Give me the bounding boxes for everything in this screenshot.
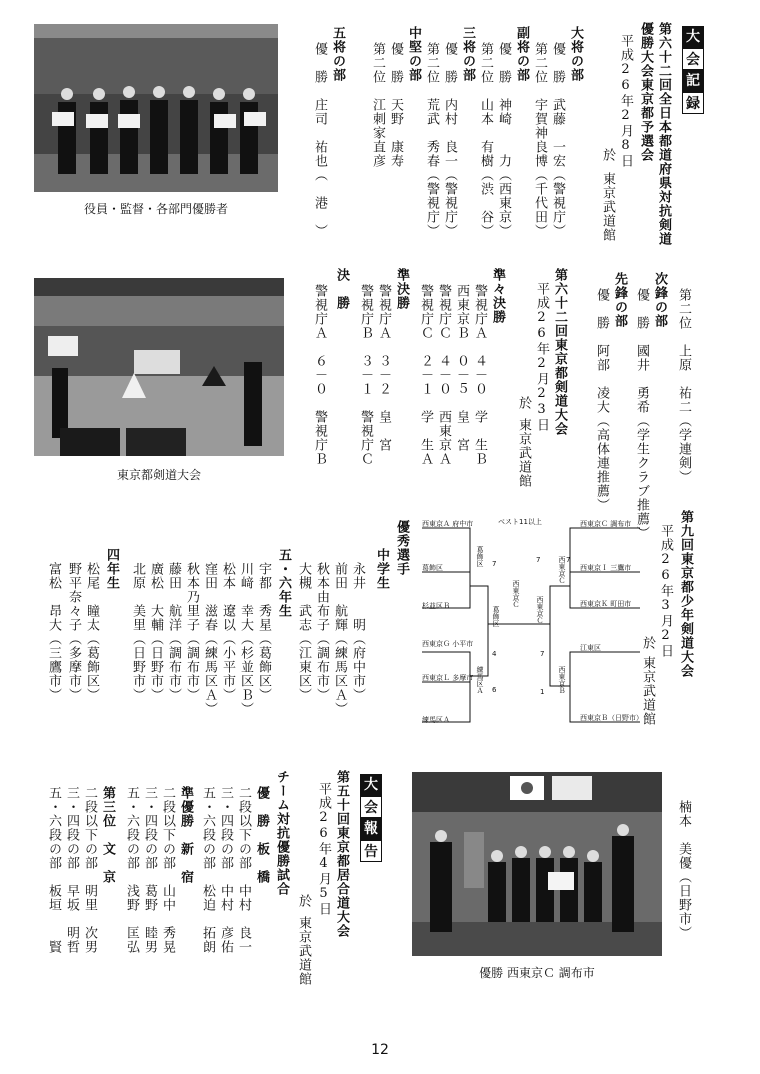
sec3-line: 北原 美里（日野市） xyxy=(130,562,145,702)
sec2-date: 平成26年2月23日 xyxy=(534,282,549,432)
sec3-line: 廣松 大輔（日野市） xyxy=(148,562,163,702)
sec2-line: 警視庁Ａ ６－０ 警視庁Ｂ xyxy=(312,284,327,466)
sec1-venue-prefix: 於 xyxy=(600,148,615,162)
sec4-line: 五・六段の部 浅野 匡弘 xyxy=(124,786,139,954)
bracket-right-team: 西東京Ｉ 三鷹市 xyxy=(580,564,632,572)
bracket-lines xyxy=(420,516,642,736)
sec1b-line: 優 勝 國井 勇希（学生クラブ推薦） xyxy=(634,288,649,540)
bracket-right-team: 西東京Ｃ 調布市 xyxy=(580,520,632,528)
sec2-line: 警視庁Ａ ４－０ 学 生Ｂ xyxy=(472,284,487,466)
sec1-line: 第二位 山本 有樹（渋 谷） xyxy=(478,42,493,238)
sec1-title: 第六十二回全日本都道府県対抗剣道 xyxy=(656,22,671,246)
sec1-line: 三将の部 xyxy=(460,26,475,82)
bracket-score: 7 xyxy=(492,560,497,568)
sec1-line: 第二位 江刺家直彦 xyxy=(370,42,385,168)
bracket-score: 7 xyxy=(536,556,541,564)
sec2-line: 西東京Ｂ ０－５ 皇 宮 xyxy=(454,284,469,452)
sec2-venue-prefix: 於 xyxy=(516,396,531,410)
bracket-left-team: 西東京Ｇ 小平市 xyxy=(422,640,474,648)
sec1b-line: 第二位 上原 祐二（学連剣） xyxy=(676,288,691,484)
sec1-line: 副将の部 xyxy=(514,26,529,82)
tournament-photo-caption: 東京都剣道大会 xyxy=(116,468,201,482)
bracket-score: 4 xyxy=(492,650,497,658)
bracket-mid-label: 練馬区Ａ xyxy=(476,666,484,694)
sec3-line: 窪田 滋春（練馬区Ａ） xyxy=(202,562,217,716)
bracket-score: 7 xyxy=(566,556,571,564)
sec1-subtitle: 優勝大会東京都予選会 xyxy=(638,22,653,162)
bracket-heading: ベスト11以上 xyxy=(498,518,542,526)
bracket-score: 1 xyxy=(540,688,545,696)
sec2-line: 準決勝 xyxy=(394,268,409,310)
sec3-line: 藤田 航洋（調布市） xyxy=(166,562,181,702)
sec3-line: 秋本由布子（調布市） xyxy=(314,562,329,702)
sec1-line: 優 勝 内村 良一（警視庁） xyxy=(442,42,457,238)
sec3-date: 平成26年3月2日 xyxy=(658,524,673,658)
page-number: 12 xyxy=(371,1042,389,1058)
sec2-line: 警視庁Ａ ３－２ 皇 宮 xyxy=(376,284,391,452)
winners-photo xyxy=(412,772,662,956)
bracket-mid-label: 葛飾区 xyxy=(492,606,500,627)
sec4-line: 二段以下の部 明里 次男 xyxy=(82,786,97,954)
sec3-line: 中学生 xyxy=(374,548,389,590)
sec4-line: 優 勝 板 橋 xyxy=(254,786,269,884)
sec3-line: 野平奈々子（多摩市） xyxy=(66,562,81,702)
tournament-photo xyxy=(34,278,284,456)
header-box-4: 録 xyxy=(682,92,704,114)
sec2-line: 警視庁Ｃ ４－０ 西東京Ａ xyxy=(436,284,451,466)
sec4-date: 平成26年4月5日 xyxy=(316,782,331,916)
sec2-line: 警視庁Ｂ ３－１ 警視庁Ｃ xyxy=(358,284,373,466)
bracket-mid-label: 葛飾区 xyxy=(476,546,484,567)
sec3-title: 第九回東京都少年剣道大会 xyxy=(678,510,693,678)
sec3-line: 秋本乃里子（調布市） xyxy=(184,562,199,702)
header-box-1: 大 xyxy=(682,26,704,48)
header-box-3: 記 xyxy=(682,70,704,92)
bracket-right-team: 西東京Ｂ（日野市） xyxy=(580,714,643,722)
sec4-line: 五・六段の部 板垣 賢 xyxy=(46,786,61,954)
bracket-left-team: 西東京Ｌ 多摩市 xyxy=(422,674,474,682)
bracket-mid-label: 西東京Ｂ xyxy=(558,666,566,694)
bracket-right-team: 西東京Ｋ 町田市 xyxy=(580,600,632,608)
bracket-mid-label: 西東京Ｃ xyxy=(512,580,520,608)
sec4-line: 第三位 文 京 xyxy=(100,786,115,884)
sec1-line: 優 勝 庄司 祐也（ 港 ） xyxy=(312,42,327,238)
report-box-3: 報 xyxy=(360,818,382,840)
sec3-venue-prefix: 於 xyxy=(640,636,655,650)
tournament-photo-image xyxy=(34,278,284,456)
sec2-venue: 東京武道館 xyxy=(516,418,531,488)
sec1-date: 平成26年2月8日 xyxy=(618,34,633,168)
sec3-line: 四年生 xyxy=(104,548,119,590)
sec1-line: 第二位 宇賀神良博（千代田） xyxy=(532,42,547,238)
bracket-score: 7 xyxy=(540,650,545,658)
officials-photo xyxy=(34,24,278,192)
sec2-line: 警視庁Ｃ ２－１ 学 生Ａ xyxy=(418,284,433,466)
sec3-line: 優秀選手 xyxy=(394,520,409,576)
sec2-line: 準々決勝 xyxy=(490,268,505,324)
winners-photo-image xyxy=(412,772,662,956)
sec2-title: 第六十二回東京都剣道大会 xyxy=(552,268,567,436)
sec1-line: 優 勝 武藤 一宏（警視庁） xyxy=(550,42,565,238)
sec1b-line: 次鋒の部 xyxy=(652,272,667,328)
sec2-line: 決 勝 xyxy=(334,268,349,310)
sec3-line: 松尾 瞳太（葛飾区） xyxy=(84,562,99,702)
sec1-line: 中堅の部 xyxy=(406,26,421,82)
sec4-line: 三・四段の部 中村 彦佑 xyxy=(218,786,233,954)
bracket-left-team: 葛飾区 xyxy=(422,564,443,572)
sec3-line: 大槻 武志（江東区） xyxy=(296,562,311,702)
sec1-line: 大将の部 xyxy=(568,26,583,82)
sec3-venue: 東京武道館 xyxy=(640,656,655,726)
tournament-bracket xyxy=(420,516,642,736)
sec4-line: 二段以下の部 中村 良一 xyxy=(236,786,251,954)
sec1-line: 優 勝 天野 康寿 xyxy=(388,42,403,168)
report-box-1: 大 xyxy=(360,774,382,796)
sec4-venue: 東京武道館 xyxy=(296,916,311,986)
bracket-mid-label: 西東京Ｃ xyxy=(536,596,544,624)
report-box-4: 告 xyxy=(360,840,382,862)
winners-photo-caption: 優勝 西東京Ｃ 調布市 xyxy=(479,966,595,980)
bracket-left-team: 杉並区Ｂ xyxy=(422,602,450,610)
bracket-left-team: 練馬区Ａ xyxy=(422,716,450,724)
bracket-right-team: 江東区 xyxy=(580,644,601,652)
sec1-line: 第二位 荒武 秀春（警視庁） xyxy=(424,42,439,238)
sec3-line: 川﨑 幸大（杉並区Ｂ） xyxy=(238,562,253,716)
sec4-title: 第五十回東京都居合道大会 xyxy=(334,770,349,938)
sec3-line: 前田 航輝（練馬区Ａ） xyxy=(332,562,347,716)
sec3-line: 永井 明（府中市） xyxy=(350,562,365,702)
sec1b-line: 先鋒の部 xyxy=(612,272,627,328)
sec3-line: 松本 遼以（小平市） xyxy=(220,562,235,702)
sec1-venue: 東京武道館 xyxy=(600,172,615,242)
sec1-line: 優 勝 神崎 力（西東京） xyxy=(496,42,511,238)
sec4-line: 三・四段の部 葛野 睦男 xyxy=(142,786,157,954)
sec3-line: 五・六年生 xyxy=(276,548,291,618)
sec3-line: 宇都 秀星（葛飾区） xyxy=(256,562,271,702)
sec1b-line: 優 勝 阿部 凌大（高体連推薦） xyxy=(594,288,609,512)
sec3-line: 富松 昂大（三鷹市） xyxy=(46,562,61,702)
officials-photo-caption: 役員・監督・各部門優勝者 xyxy=(83,202,228,216)
sec4-venue-prefix: 於 xyxy=(296,894,311,908)
sec4-line: 準優勝 新 宿 xyxy=(178,786,193,884)
sec1-line: 五将の部 xyxy=(330,26,345,82)
bracket-left-team: 西東京Ａ 府中市 xyxy=(422,520,474,528)
sec4-line: 二段以下の部 山中 秀晃 xyxy=(160,786,175,954)
bracket-score: 6 xyxy=(492,686,497,694)
header-box-2: 会 xyxy=(682,48,704,70)
sec4-line: チーム対抗優勝試合 xyxy=(274,770,289,896)
bracket-mid-label: 西東京Ｃ xyxy=(558,556,566,584)
sec3-extra-name: 楠本 美優（日野市） xyxy=(676,800,691,940)
report-box-2: 会 xyxy=(360,796,382,818)
sec4-line: 三・四段の部 早坂 明哲 xyxy=(64,786,79,954)
officials-photo-image xyxy=(34,24,278,192)
sec4-line: 五・六段の部 松迫 拓朗 xyxy=(200,786,215,954)
